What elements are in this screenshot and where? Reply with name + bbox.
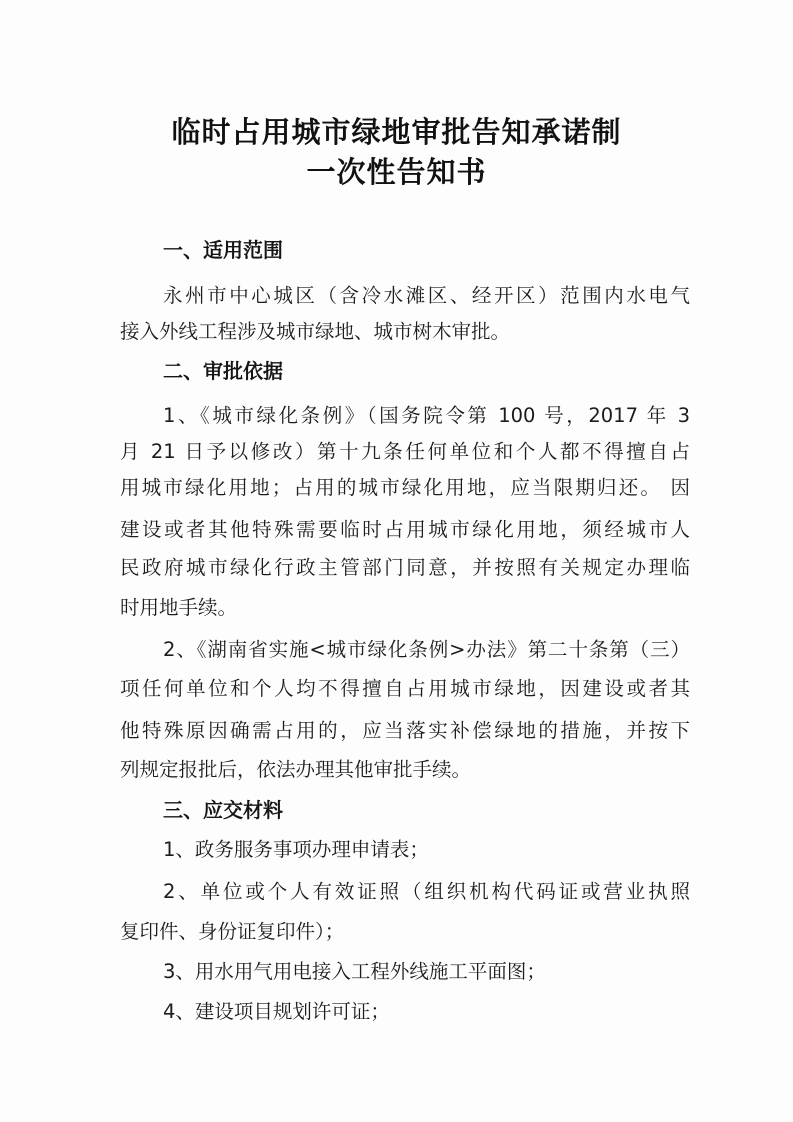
body-line: 用城市绿化用地；占用的城市绿化用地，应当限期归还。 因 [120, 476, 690, 499]
section-heading-scope: 一、适用范围 [163, 238, 283, 262]
body-line: 民政府城市绿化行政主管部门同意，并按照有关规定办理临 [120, 556, 690, 579]
section-heading-materials: 三、应交材料 [163, 798, 283, 822]
section-heading-basis: 二、审批依据 [163, 359, 283, 383]
body-line: 1、《城市绿化条例》（国务院令第 100 号，2017 年 3 [163, 404, 690, 427]
list-item: 2、单位或个人有效证照（组织机构代码证或营业执照 [163, 880, 690, 903]
body-line: 2、《湖南省实施<城市绿化条例>办法》第二十条第（三） [163, 638, 690, 661]
body-line: 月 21 日予以修改）第十九条任何单位和个人都不得擅自占 [120, 440, 690, 463]
list-item: 3、用水用气用电接入工程外线施工平面图； [163, 960, 546, 983]
list-item: 1、政务服务事项办理申请表； [163, 838, 429, 861]
list-item: 复印件、身份证复印件）； [120, 920, 345, 943]
body-line: 时用地手续。 [120, 596, 238, 619]
body-line: 项任何单位和个人均不得擅自占用城市绿地，因建设或者其 [120, 677, 690, 700]
body-line: 接入外线工程涉及城市绿地、城市树木审批。 [120, 320, 511, 343]
body-line: 建设或者其他特殊需要临时占用城市绿化用地，须经城市人 [120, 518, 690, 541]
list-item: 4、建设项目规划许可证； [163, 1000, 390, 1023]
body-line: 永州市中心城区（含冷水滩区、经开区）范围内水电气 [163, 284, 690, 307]
document-title-line-2: 一次性告知书 [306, 155, 487, 189]
body-line: 他特殊原因确需占用的，应当落实补偿绿地的措施，并按下 [120, 719, 690, 742]
document-title-line-1: 临时占用城市绿地审批告知承诺制 [171, 115, 622, 149]
body-line: 列规定报批后，依法办理其他审批手续。 [120, 758, 472, 781]
